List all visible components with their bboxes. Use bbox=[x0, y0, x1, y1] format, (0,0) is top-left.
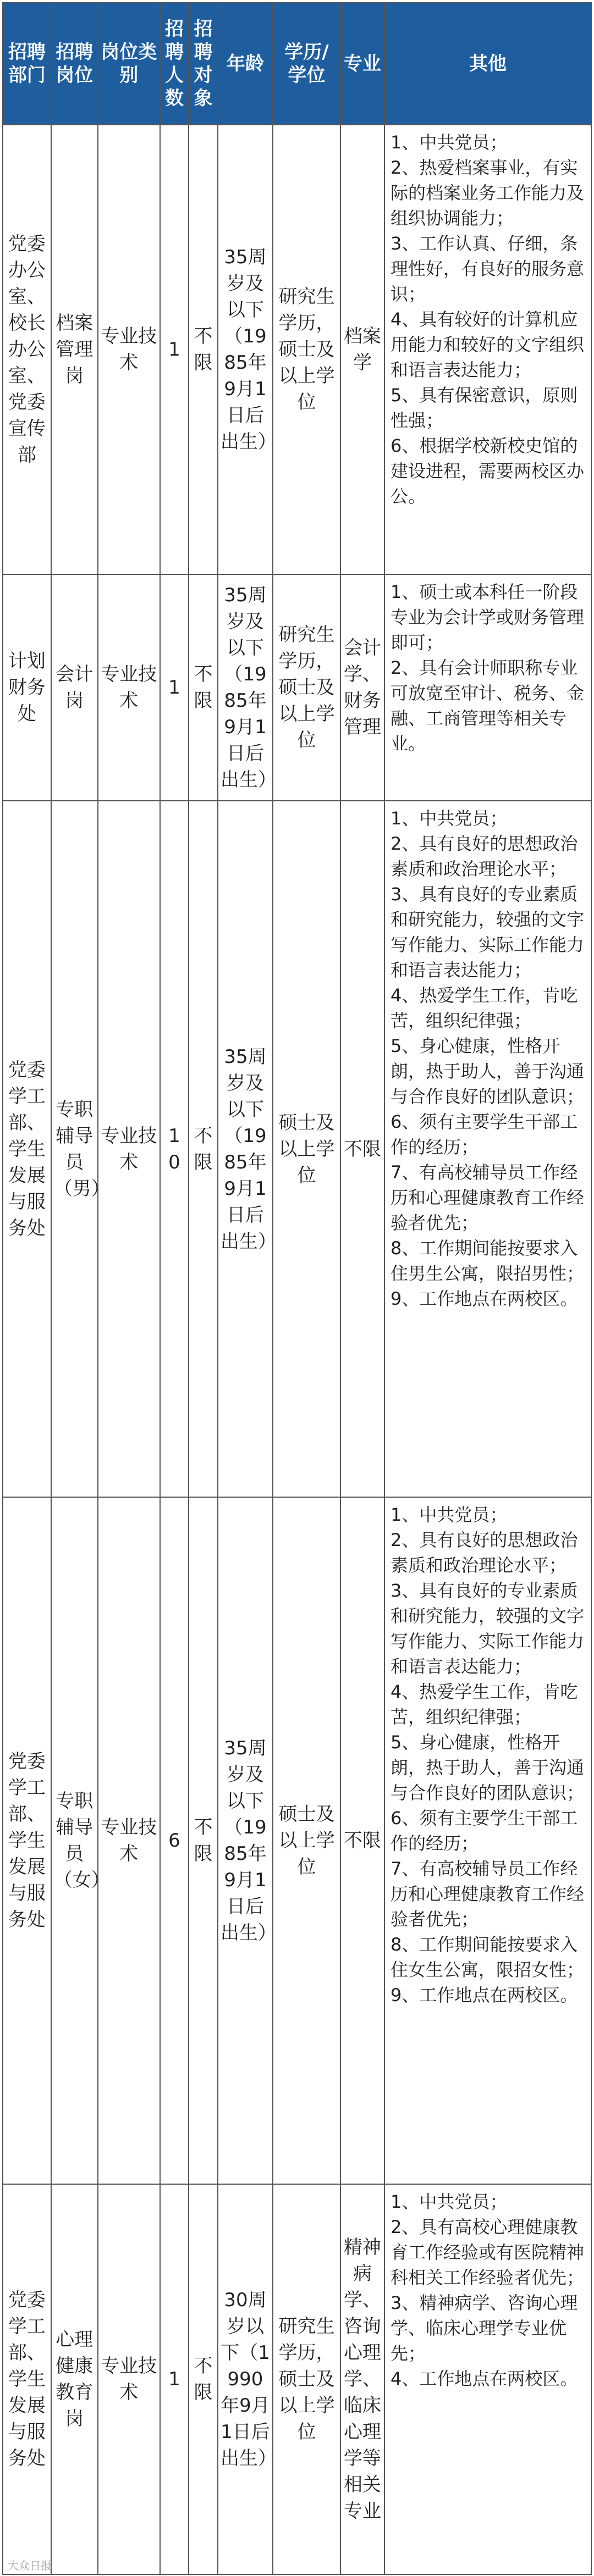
cell-department: 党委办公室、校长办公室、党委宣传部 bbox=[3, 125, 51, 574]
header-education: 学历/学位 bbox=[273, 3, 340, 125]
cell-other bbox=[384, 2184, 591, 2574]
cell-position: 专职辅导员（男） bbox=[51, 801, 98, 1497]
cell-education: 硕士及以上学位 bbox=[273, 1497, 340, 2184]
cell-category: 专业技术 bbox=[98, 2184, 160, 2574]
table-row bbox=[3, 574, 591, 801]
other-line: 2、具有会计师职称专业可放宽至审计、税务、金融、工商管理等相关专业。 bbox=[391, 657, 585, 754]
cell-education: 研究生学历，硕士及以上学位 bbox=[273, 574, 340, 801]
cell-major: 会计学、财务管理 bbox=[340, 574, 384, 801]
table-row bbox=[3, 1497, 591, 2184]
other-line: 7、有高校辅导员工作经历和心理健康教育工作经验者优先； bbox=[391, 1162, 585, 1233]
cell-age: 35周岁及以下（1985年9月1日后出生） bbox=[218, 801, 273, 1497]
cell-department: 党委学工部、学生发展与服务处 bbox=[3, 801, 51, 1497]
cell-target: 不限 bbox=[189, 574, 218, 801]
cell-count: 1 bbox=[160, 125, 189, 574]
other-line: 3、精神病学、咨询心理学、临床心理学专业优先； bbox=[391, 2292, 578, 2364]
header-age: 年龄 bbox=[218, 3, 273, 125]
cell-major: 不限 bbox=[340, 801, 384, 1497]
other-line: 5、身心健康，性格开朗，热于助人，善于沟通与合作良好的团队意识； bbox=[391, 1732, 585, 1803]
cell-age: 35周岁及以下（1985年9月1日后出生） bbox=[218, 574, 273, 801]
cell-position: 心理健康教育岗 bbox=[51, 2184, 98, 2574]
header-major: 专业 bbox=[340, 3, 384, 125]
cell-position: 会计岗 bbox=[51, 574, 98, 801]
other-line: 9、工作地点在两校区。 bbox=[391, 1985, 578, 2006]
cell-position: 档案管理岗 bbox=[51, 125, 98, 574]
other-line: 7、有高校辅导员工作经历和心理健康教育工作经验者优先； bbox=[391, 1858, 585, 1930]
cell-target: 不限 bbox=[189, 1497, 218, 2184]
cell-major: 档案学 bbox=[340, 125, 384, 574]
cell-category: 专业技术 bbox=[98, 1497, 160, 2184]
cell-category: 专业技术 bbox=[98, 801, 160, 1497]
other-line: 1、中共党员； bbox=[391, 132, 508, 153]
other-line: 2、具有良好的思想政治素质和政治理论水平； bbox=[391, 833, 578, 879]
header-position: 招聘岗位 bbox=[51, 3, 98, 125]
cell-target: 不限 bbox=[189, 801, 218, 1497]
cell-other bbox=[384, 574, 591, 801]
watermark: 大众日报 bbox=[8, 2559, 52, 2572]
other-line: 5、身心健康，性格开朗，热于助人，善于沟通与合作良好的团队意识； bbox=[391, 1035, 585, 1107]
other-line: 1、中共党员； bbox=[391, 2191, 508, 2212]
cell-target: 不限 bbox=[189, 2184, 218, 2574]
header-department: 招聘部门 bbox=[3, 3, 51, 125]
cell-age: 35周岁及以下（1985年9月1日后出生） bbox=[218, 125, 273, 574]
other-line: 6、须有主要学生干部工作的经历； bbox=[391, 1111, 578, 1157]
cell-category: 专业技术 bbox=[98, 125, 160, 574]
cell-count: 1 bbox=[160, 2184, 189, 2574]
cell-department: 计划财务处 bbox=[3, 574, 51, 801]
other-line: 4、热爱学生工作，肯吃苦，组织纪律强； bbox=[391, 1681, 578, 1727]
header-category: 岗位类别 bbox=[98, 3, 160, 125]
header-count: 招聘人数 bbox=[160, 3, 189, 125]
other-line: 2、具有高校心理健康教育工作经验或有医院精神科相关工作经验者优先； bbox=[391, 2217, 585, 2288]
cell-age: 35周岁及以下（1985年9月1日后出生） bbox=[218, 1497, 273, 2184]
other-line: 1、中共党员； bbox=[391, 808, 508, 829]
cell-count: 1 bbox=[160, 574, 189, 801]
header-other: 其他 bbox=[384, 3, 591, 125]
other-line: 1、中共党员； bbox=[391, 1504, 508, 1525]
other-line: 6、须有主要学生干部工作的经历； bbox=[391, 1808, 578, 1854]
other-line: 4、工作地点在两校区。 bbox=[391, 2368, 578, 2389]
other-line: 6、根据学校新校史馆的建设进程，需要两校区办公。 bbox=[391, 435, 585, 507]
cell-other bbox=[384, 125, 591, 574]
other-line: 2、热爱档案事业，有实际的档案业务工作能力及组织协调能力； bbox=[391, 157, 585, 229]
other-line: 3、具有良好的专业素质和研究能力，较强的文字写作能力、实际工作能力和语言表达能力； bbox=[391, 884, 585, 980]
recruitment-table bbox=[2, 2, 592, 2575]
other-line: 8、工作期间能按要求入住女生公寓，限招女性； bbox=[391, 1934, 585, 1980]
other-line: 4、具有较好的计算机应用能力和较好的文字组织和语言表达能力； bbox=[391, 309, 585, 380]
cell-category: 专业技术 bbox=[98, 574, 160, 801]
other-line: 3、工作认真、仔细，条理性好，有良好的服务意识； bbox=[391, 233, 585, 304]
cell-age: 30周岁以下（1990年9月1日后出生） bbox=[218, 2184, 273, 2574]
cell-education: 硕士及以上学位 bbox=[273, 801, 340, 1497]
cell-major: 不限 bbox=[340, 1497, 384, 2184]
cell-education: 研究生学历，硕士及以上学位 bbox=[273, 2184, 340, 2574]
other-line: 8、工作期间能按要求入住男生公寓，限招男性； bbox=[391, 1238, 585, 1284]
header-target: 招聘对象 bbox=[189, 3, 218, 125]
other-line: 5、具有保密意识，原则性强； bbox=[391, 385, 578, 431]
cell-major: 精神病学、咨询心理学、临床心理学等相关专业 bbox=[340, 2184, 384, 2574]
other-line: 3、具有良好的专业素质和研究能力，较强的文字写作能力、实际工作能力和语言表达能力； bbox=[391, 1580, 585, 1677]
table-header-row bbox=[3, 3, 591, 125]
other-line: 4、热爱学生工作，肯吃苦，组织纪律强； bbox=[391, 985, 578, 1031]
cell-position: 专职辅导员（女） bbox=[51, 1497, 98, 2184]
cell-target: 不限 bbox=[189, 125, 218, 574]
cell-count: 6 bbox=[160, 1497, 189, 2184]
cell-department: 党委学工部、学生发展与服务处 bbox=[3, 1497, 51, 2184]
cell-education: 研究生学历，硕士及以上学位 bbox=[273, 125, 340, 574]
other-line: 9、工作地点在两校区。 bbox=[391, 1288, 578, 1309]
other-line: 1、硕士或本科任一阶段专业为会计学或财务管理即可； bbox=[391, 581, 585, 653]
cell-department: 党委学工部、学生发展与服务处 bbox=[3, 2184, 51, 2574]
table-row bbox=[3, 801, 591, 1497]
table-row bbox=[3, 125, 591, 574]
table-row bbox=[3, 2184, 591, 2574]
cell-other bbox=[384, 801, 591, 1497]
cell-count: 10 bbox=[160, 801, 189, 1497]
other-line: 2、具有良好的思想政治素质和政治理论水平； bbox=[391, 1530, 578, 1576]
cell-other bbox=[384, 1497, 591, 2184]
